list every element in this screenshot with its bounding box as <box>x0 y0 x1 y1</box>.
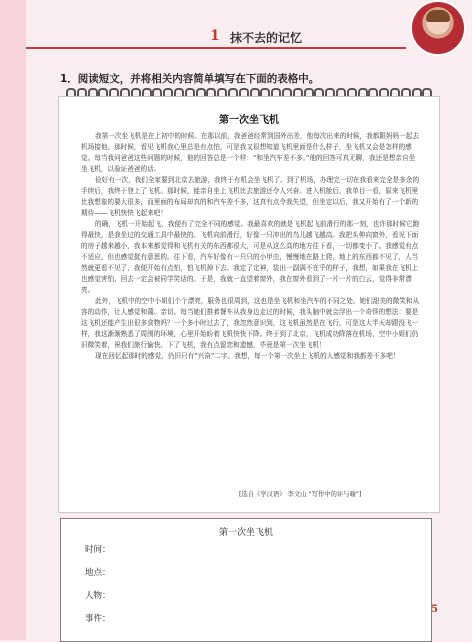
chapter-number: 1 <box>210 28 220 44</box>
page-edge-strip <box>0 0 26 640</box>
article-source: [选自《学汉语》 李文山 “写作中的评与喻”] <box>239 491 362 498</box>
form-row-time[interactable] <box>85 543 111 555</box>
chapter-title: 抹不去的记忆 <box>230 31 303 45</box>
form-label-event: 事件： <box>85 614 111 624</box>
article-paragraph: 俭好有一次，我们全家要到北京去旅游，我终于有机会坐飞机了。到了机场，办理完一切在我看来完全是多余的手续后，我终于登上了飞机。那时候，能亲自坐上飞机比去旅游还令人兴奋。进入机舱后，我单目一看，原来飞机里比我想象的要大很多，而里面的布局却真的和汽车差不多，这真有点令我失望，但坐定以后，我又开始有了一个新的期待——飞机快快飞起来吧！ <box>81 176 420 217</box>
page-number: 5 <box>431 604 438 615</box>
portrait-avatar <box>410 0 466 56</box>
form-label-people: 人物： <box>85 591 111 601</box>
header-rule <box>26 47 406 49</box>
form-row-place[interactable] <box>85 566 111 578</box>
article-paragraph: 现在回忆起那时的感觉，仍旧只有“兴奋”二字。我想，每一个第一次坐上飞机的人感觉和我都差不多吧！ <box>95 352 400 360</box>
form-row-people[interactable] <box>85 589 111 601</box>
chapter-header <box>26 28 472 52</box>
answer-form <box>60 518 432 642</box>
article-paragraph: 此外，飞机中的空中小姐们个个漂亮，服务也很周到，这也是坐飞机和坐汽车的不同之处。她们甜美的微笑和从容的动作，让人感觉和蔼、亲切。每当她们推着餐车从我身边走过的时候，我头脑中就会浮出一个奇怪的想法：要是这飞机还能产生出很多食物吗？一个多小时过去了，我忽然意识到，这飞机虽然是在飞行，可是这大半天却跟没飞一样，我这渐渐熟悉了周围的环境，心里开始盼着飞机快快下降。终于到了北京，飞机成功降落在机场，空中小姐们仍旧微笑着，祝我们旅行愉快。下了飞机，我有点留恋和遗憾，毕竟是第一次坐飞机！ <box>81 297 420 349</box>
article-paragraph: 的确，飞机一开始起飞，我便有了完全不同的感觉。我最喜欢的就是飞机起飞前滑行的那一刻，也许那时候它跑得最快，是我坐过的交通工具中最快的。飞机向前滑行，好像一只冲出的鸟儿越飞越高。我把头伸向窗外，看见下面的房子越来越小，我本来都觉得和飞机有关的东西都很大，可是从这么高的地方往下看，一切都变小了。我感觉有点不适应，但也感觉挺有意思的。往下看，汽车好像有一只只的小甲虫，慢慢地在路上爬，地上的东西都不见了，人当然就更看不见了，我便开始有点怕，怕飞机掉下去。我定了定神，装出一副满不在乎的样子，我想，如果我在飞机上也感觉害怕，回去一定会被同学笑话的。于是，我就一直望着窗外，我在窗外看到了一片一片的白云，觉得非常漂亮。 <box>81 220 420 294</box>
form-title: 第一次坐飞机 <box>218 528 273 538</box>
form-row-event[interactable] <box>85 612 111 624</box>
question-prompt: 1．阅读短文，并将相关内容简单填写在下面的表格中。 <box>60 73 320 85</box>
article-card <box>58 96 440 513</box>
portrait-hair <box>426 10 450 22</box>
form-label-place: 地点： <box>85 568 111 578</box>
form-label-time: 时间： <box>85 545 111 555</box>
article-body <box>81 131 421 362</box>
article-title: 第一次坐飞机 <box>219 115 279 126</box>
article-paragraph: 我第一次坐飞机是在上初中的时候。在那以前，我爸爸经常到国外出差，他每次出来的时候，我都跟妈妈一起去机场接他。那时候，看见飞机我心里总是有点怕，可是我又很想知道飞机里面是什么样子，坐飞机又会是怎样的感觉。每当我问爸爸这些问题的时候，他的回答总是一个样：“和坐汽车差不多。”他的回答可真无聊，我还是想亲自坐坐飞机，以验证爸爸的话。 <box>81 132 420 173</box>
